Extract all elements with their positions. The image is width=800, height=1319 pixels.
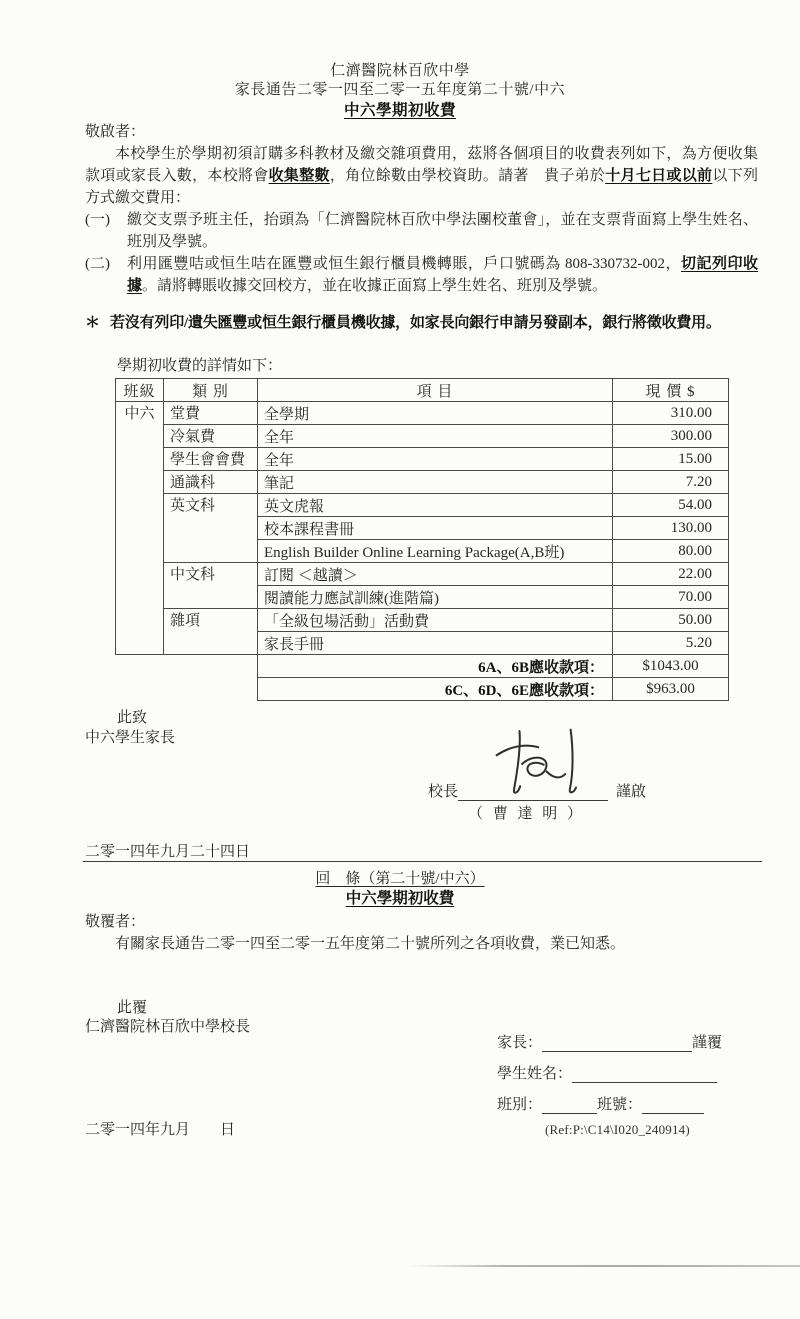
intro-text-2: ，角位餘數由學校資助。請著 貴子弟於	[329, 168, 606, 184]
reply-slip-heading: 回 條（第二十號/中六）	[315, 871, 485, 887]
table-row	[116, 448, 729, 471]
item-cell: 「全級包場活動」活動費	[258, 609, 613, 632]
item-cell: English Builder Online Learning Package(A,B班)	[258, 540, 613, 563]
bank-receipt-note	[85, 312, 758, 334]
method-2-pre: 利用匯豐咭或恒生咭在匯豐或恒生銀行櫃員機轉賬，戶口號碼為 808-330732-002，	[127, 256, 682, 272]
salutation: 敬啟者：	[85, 124, 146, 140]
reply-addressee: 仁濟醫院林百欣中學校長	[85, 1019, 251, 1035]
method-2-marker: (二)	[85, 256, 110, 272]
item-cell: 全年	[258, 425, 613, 448]
price-cell: 300.00	[613, 425, 729, 448]
col-header-category: 類 別	[164, 379, 258, 402]
category-cell: 堂費	[164, 402, 258, 425]
item-cell: 英文虎報	[258, 494, 613, 517]
cut-line-divider	[83, 861, 762, 862]
total-spacer	[116, 655, 258, 678]
notice-number-line: 家長通告二零一四至二零一五年度第二十號/中六	[234, 82, 566, 98]
price-cell: 80.00	[613, 540, 729, 563]
total-label-6c6d6e: 6C、6D、6E應收款項：	[258, 678, 613, 701]
signature-line-row	[428, 780, 646, 801]
col-header-item: 項 目	[258, 379, 613, 402]
parent-respectfully-label: 謹覆	[692, 1035, 723, 1051]
note-text: 若沒有列印/遺失匯豐或恒生銀行櫃員機收據，如家長向銀行申請另發副本，銀行將徵收費用。	[110, 315, 721, 331]
item-cell: 閱讀能力應試訓練(進階篇)	[258, 586, 613, 609]
category-cell: 英文科	[164, 494, 258, 563]
class-number-label: 班號：	[597, 1097, 643, 1113]
closing-recipient: 中六學生家長	[85, 730, 176, 746]
item-cell: 筆記	[258, 471, 613, 494]
parent-signature-blank	[542, 1035, 692, 1052]
class-number-blank	[642, 1097, 704, 1114]
notice-title: 中六學期初收費	[343, 102, 456, 119]
signature-block	[428, 731, 708, 831]
scan-artifact-line	[408, 1265, 800, 1267]
reply-body: 有關家長通告二零一四至二零一五年度第二十號所列之各項收費，業已知悉。	[115, 936, 626, 952]
class-row	[497, 1095, 722, 1114]
reply-salutation: 敬覆者：	[85, 914, 146, 930]
reply-this-reply: 此覆	[117, 1000, 148, 1016]
table-row	[116, 609, 729, 632]
category-cell: 中文科	[164, 563, 258, 609]
principal-label: 校長	[428, 784, 459, 800]
price-cell: 54.00	[613, 494, 729, 517]
method-1-marker: (一)	[85, 212, 110, 228]
table-row	[116, 494, 729, 517]
price-cell: 70.00	[613, 586, 729, 609]
student-name-blank	[572, 1066, 717, 1083]
item-cell: 全學期	[258, 402, 613, 425]
col-header-class: 班級	[116, 379, 164, 402]
category-cell: 冷氣費	[164, 425, 258, 448]
price-cell: 22.00	[613, 563, 729, 586]
item-cell: 訂閱 ＜越讀＞	[258, 563, 613, 586]
class-blank	[542, 1097, 597, 1114]
fee-table	[115, 378, 729, 701]
col-header-price: 現 價 $	[613, 379, 729, 402]
reference-code: (Ref:P:\C14\I020_240914)	[545, 1122, 690, 1137]
parent-label: 家長：	[497, 1035, 543, 1051]
intro-text-3: 以下列方式繳交費用：	[85, 168, 758, 206]
price-cell: 50.00	[613, 609, 729, 632]
total-spacer	[116, 678, 258, 701]
student-name-row	[497, 1064, 722, 1083]
notice-date: 二零一四年九月二十四日	[85, 844, 251, 860]
class-cell: 中六	[116, 402, 164, 655]
category-cell: 通識科	[164, 471, 258, 494]
method-1-text: 繳交支票予班主任，抬頭為「仁濟醫院林百欣中學法團校董會」，並在支票背面寫上學生姓名、班別及學號。	[127, 212, 758, 250]
price-cell: 7.20	[613, 471, 729, 494]
reply-fields	[497, 1033, 722, 1126]
asterisk-marker: ＊	[85, 315, 100, 331]
item-cell: 家長手冊	[258, 632, 613, 655]
letterhead	[0, 62, 800, 120]
reply-slip-subheading: 中六學期初收費	[345, 890, 455, 907]
total-amount-6a6b: $1043.00	[613, 655, 729, 678]
category-cell: 雜項	[164, 609, 258, 655]
payment-method-1	[85, 209, 758, 253]
category-cell: 學生會會費	[164, 448, 258, 471]
total-row	[116, 678, 729, 701]
school-name: 仁濟醫院林百欣中學	[330, 63, 470, 79]
table-row	[116, 425, 729, 448]
table-row	[116, 402, 729, 425]
table-row	[116, 563, 729, 586]
table-header-row	[116, 379, 729, 402]
class-label: 班別：	[497, 1097, 543, 1113]
reply-date: 二零一四年九月 日	[85, 1122, 236, 1138]
total-label-6a6b: 6A、6B應收款項：	[258, 655, 613, 678]
parent-signature-row	[497, 1033, 722, 1052]
principal-name: （ 曹 達 明 ）	[468, 806, 586, 822]
total-amount-6c6d6e: $963.00	[613, 678, 729, 701]
intro-bold-collect-whole: 收集整數	[268, 168, 330, 184]
closing-this-to: 此致	[117, 710, 148, 726]
intro-text-1: 本校學生於學期初須訂購多科教材及繳交雜項費用，茲將各個項目的收費表列如下，為方便收集款項或家長入數，本校將會	[85, 146, 758, 184]
table-row	[116, 471, 729, 494]
student-name-label: 學生姓名：	[497, 1066, 573, 1082]
signature-line	[458, 783, 608, 801]
intro-paragraph	[85, 143, 758, 209]
table-intro: 學期初收費的詳情如下：	[117, 358, 283, 374]
price-cell: 5.20	[613, 632, 729, 655]
price-cell: 130.00	[613, 517, 729, 540]
price-cell: 15.00	[613, 448, 729, 471]
price-cell: 310.00	[613, 402, 729, 425]
respectfully-label: 謹啟	[616, 784, 647, 800]
method-2-post: 。請將轉賬收據交回校方，並在收據正面寫上學生姓名、班別及學號。	[142, 278, 608, 294]
payment-method-2	[85, 253, 758, 297]
method-2-bold-print-receipt: 切記列印收據	[127, 256, 758, 294]
method-2-text	[127, 253, 758, 297]
intro-bold-deadline: 十月七日或以前	[605, 168, 713, 184]
total-row	[116, 655, 729, 678]
item-cell: 校本課程書冊	[258, 517, 613, 540]
item-cell: 全年	[258, 448, 613, 471]
